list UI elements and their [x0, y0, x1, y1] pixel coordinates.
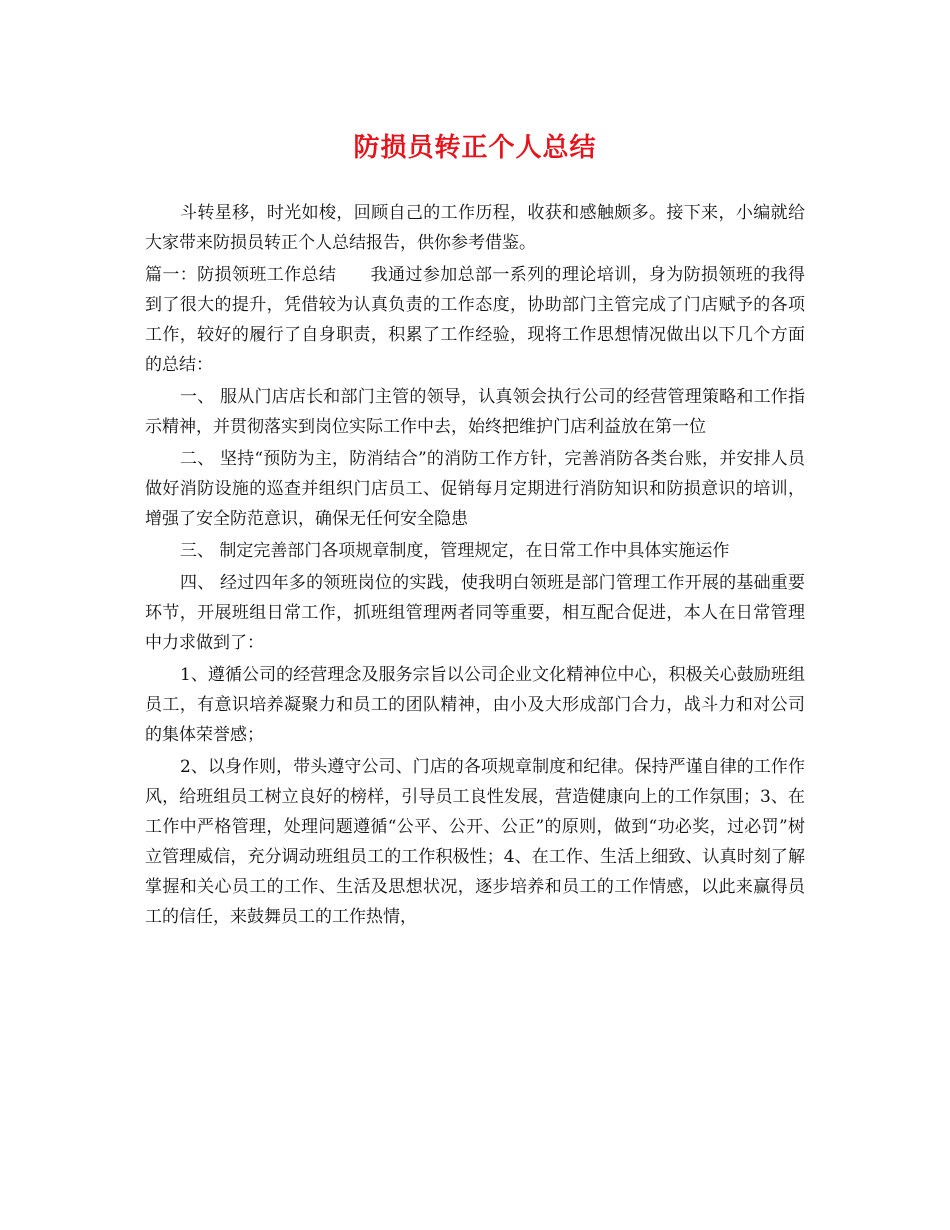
- point-one-paragraph: 一、 服从门店店长和部门主管的领导，认真领会执行公司的经营管理策略和工作指示精神，并贯彻落实到岗位实际工作中去，始终把维护门店利益放在第一位: [145, 387, 805, 437]
- intro-paragraph: 斗转星移，时光如梭，回顾自己的工作历程，收获和感触颇多。接下来，小编就给大家带来防损员转正个人总结报告，供你参考借鉴。: [145, 203, 805, 253]
- section-text: 我通过参加总部一系列的理论培训，身为防损领班的我得到了很大的提升，凭借较为认真负责的工作态度，协助部门主管完成了门店赋予的各项工作，较好的履行了自身职责，积累了工作经验，现将工作思想情况做出以下几个方面的总结：: [145, 265, 806, 375]
- point-two-paragraph: 二、 坚持“预防为主，防消结合”的消防工作方针，完善消防各类台账，并安排人员做好消防设施的巡查并组织门店员工、促销每月定期进行消防知识和防损意识的培训，增强了安全防范意识，确保无任何安全隐患: [145, 449, 805, 529]
- section-one-paragraph: [145, 260, 805, 380]
- item-one-paragraph: 1、遵循公司的经营理念及服务宗旨以公司企业文化精神位中心，积极关心鼓励班组员工，有意识培养凝聚力和员工的团队精神，由小及大形成部门合力，战斗力和对公司的集体荣誉感；: [145, 665, 805, 745]
- item-two-paragraph: 2、以身作则，带头遵守公司、门店的各项规章制度和纪律。保持严谨自律的工作作风，给班组员工树立良好的榜样，引导员工良性发展，营造健康向上的工作氛围；3、在工作中严格管理，处理问题遵循“公平、公开、公正”的原则，做到“功必奖，过必罚”树立管理威信，充分调动班组员工的工作积极性；4、在工作、生活上细致、认真时刻了解掌握和关心员工的工作、生活及思想状况，逐步培养和员工的工作情感，以此来赢得员工的信任，来鼓舞员工的工作热情，: [145, 757, 805, 927]
- point-three-paragraph: 三、 制定完善部门各项规章制度，管理规定，在日常工作中具体实施运作: [180, 541, 730, 561]
- section-heading: 篇一：防损领班工作总结: [145, 265, 337, 285]
- point-four-paragraph: 四、 经过四年多的领班岗位的实践，使我明白领班是部门管理工作开展的基础重要环节，开展班组日常工作，抓班组管理两者同等重要，相互配合促进，本人在日常管理中力求做到了：: [145, 573, 805, 653]
- document-title: 防损员转正个人总结: [353, 133, 597, 163]
- document-body: [145, 128, 805, 932]
